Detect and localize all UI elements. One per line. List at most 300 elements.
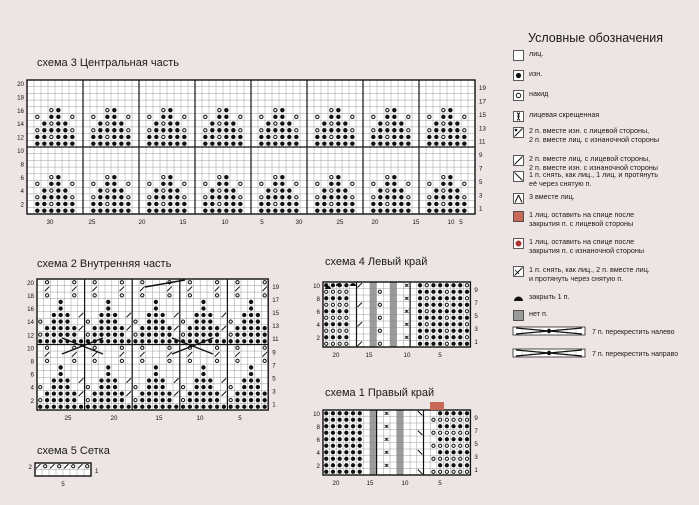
purl-symbol <box>72 405 76 409</box>
purl-symbol <box>210 188 214 192</box>
purl-symbol <box>266 188 270 192</box>
purl-symbol <box>351 411 355 415</box>
column-number: 5 <box>61 481 65 488</box>
purl-symbol <box>358 444 362 448</box>
column-number: 10 <box>196 415 204 422</box>
row-number-left: 4 <box>316 449 320 457</box>
purl-symbol <box>336 188 340 192</box>
purl-symbol <box>217 208 221 212</box>
purl-symbol <box>455 195 459 199</box>
purl-symbol <box>79 405 83 409</box>
no-stitch-cell <box>397 443 404 450</box>
no-stitch-cell <box>390 321 397 328</box>
row-number-right: 1 <box>95 467 99 475</box>
purl-symbol <box>161 313 165 317</box>
purl-symbol <box>242 333 246 337</box>
purl-symbol <box>462 141 466 145</box>
purl-symbol <box>195 313 199 317</box>
purl-symbol <box>451 309 455 313</box>
purl-symbol <box>175 141 179 145</box>
purl-symbol <box>86 405 90 409</box>
purl-symbol <box>448 182 452 186</box>
purl-symbol <box>140 333 144 337</box>
purl-symbol <box>45 405 49 409</box>
purl-symbol <box>106 333 110 337</box>
no-stitch-cell <box>370 423 377 430</box>
purl-symbol <box>231 188 235 192</box>
purl-symbol <box>344 463 348 467</box>
row-number-left: 8 <box>316 295 320 303</box>
purl-symbol <box>351 463 355 467</box>
purl-symbol <box>93 333 97 337</box>
purl-symbol <box>203 141 207 145</box>
legend-line: 2 п. вместе изн. с лицевой стороны, <box>529 126 650 135</box>
purl-symbol <box>351 457 355 461</box>
purl-symbol <box>49 208 53 212</box>
purl-symbol <box>465 424 469 428</box>
purl-symbol <box>106 326 110 330</box>
purl-symbol <box>350 135 354 139</box>
purl-symbol <box>106 300 110 304</box>
purl-symbol <box>91 208 95 212</box>
purl-symbol <box>231 135 235 139</box>
purl-symbol <box>215 333 219 337</box>
purl-symbol <box>154 135 158 139</box>
purl-symbol <box>249 313 253 317</box>
no-stitch-cell <box>397 469 404 476</box>
purl-symbol <box>52 339 56 343</box>
purl-symbol <box>266 121 270 125</box>
purl-symbol <box>182 141 186 145</box>
purl-symbol <box>324 418 328 422</box>
purl-symbol <box>119 188 123 192</box>
purl-symbol <box>249 326 253 330</box>
purl-symbol <box>42 128 46 132</box>
purl-symbol <box>154 202 158 206</box>
purl-symbol <box>434 121 438 125</box>
purl-symbol <box>113 385 117 389</box>
legend-text <box>529 50 699 59</box>
purl-symbol <box>161 378 165 382</box>
row-number-left: 2 <box>30 397 34 405</box>
purl-symbol <box>418 290 422 294</box>
purl-symbol <box>56 121 60 125</box>
purl-symbol <box>338 457 342 461</box>
purl-symbol <box>195 339 199 343</box>
row-number-right: 1 <box>479 205 483 213</box>
row-number-right: 17 <box>479 98 486 106</box>
purl-symbol <box>351 450 355 454</box>
purl-symbol <box>273 141 277 145</box>
no-stitch-cell <box>370 410 377 417</box>
purl-symbol <box>343 195 347 199</box>
purl-symbol <box>358 411 362 415</box>
row-number-left: 2 <box>316 462 320 470</box>
purl-symbol <box>147 319 151 323</box>
purl-symbol <box>427 141 431 145</box>
purl-symbol <box>249 319 253 323</box>
purl-symbol <box>38 339 42 343</box>
no-stitch-cell <box>370 456 377 463</box>
column-number: 15 <box>365 352 373 359</box>
purl-symbol <box>259 208 263 212</box>
purl-symbol <box>418 329 422 333</box>
purl-symbol <box>112 188 116 192</box>
purl-symbol <box>451 411 455 415</box>
row-number-right: 1 <box>272 401 276 409</box>
no-stitch-cell <box>397 449 404 456</box>
purl-symbol <box>56 175 60 179</box>
purl-symbol <box>181 405 185 409</box>
purl-symbol <box>256 405 260 409</box>
purl-symbol <box>462 202 466 206</box>
row-number-right: 5 <box>474 440 478 448</box>
purl-symbol <box>120 333 124 337</box>
purl-symbol <box>161 333 165 337</box>
purl-symbol <box>56 182 60 186</box>
purl-symbol <box>273 182 277 186</box>
purl-symbol <box>358 431 362 435</box>
purl-symbol <box>52 313 56 317</box>
purl-symbol <box>168 121 172 125</box>
purl-symbol <box>63 121 67 125</box>
purl-symbol <box>59 365 63 369</box>
row-number-right: 7 <box>474 299 478 307</box>
purl-symbol <box>52 319 56 323</box>
purl-symbol <box>154 208 158 212</box>
purl-symbol <box>351 470 355 474</box>
purl-symbol <box>331 470 335 474</box>
purl-symbol <box>59 405 63 409</box>
purl-symbol <box>445 437 449 441</box>
purl-symbol <box>238 135 242 139</box>
purl-symbol <box>52 326 56 330</box>
row-number-right: 9 <box>272 349 276 357</box>
purl-symbol <box>344 335 348 339</box>
purl-symbol <box>147 313 151 317</box>
purl-symbol <box>458 463 462 467</box>
purl-symbol <box>358 424 362 428</box>
purl-symbol <box>119 141 123 145</box>
purl-symbol <box>98 188 102 192</box>
purl-symbol <box>65 319 69 323</box>
purl-symbol <box>161 385 165 389</box>
purl-symbol <box>106 405 110 409</box>
purl-symbol <box>98 141 102 145</box>
legend-text <box>529 193 699 202</box>
chart4-title: схема 4 Левый край <box>325 256 428 268</box>
purl-symbol <box>448 141 452 145</box>
purl-symbol <box>52 378 56 382</box>
no-stitch-cell <box>370 436 377 443</box>
purl-symbol <box>315 135 319 139</box>
purl-symbol <box>431 342 435 346</box>
purl-symbol <box>343 128 347 132</box>
row-number-right: 1 <box>474 338 478 346</box>
purl-symbol <box>344 418 348 422</box>
purl-symbol <box>235 333 239 337</box>
purl-symbol <box>427 202 431 206</box>
purl-symbol <box>224 195 228 199</box>
purl-symbol <box>113 313 117 317</box>
purl-symbol <box>448 128 452 132</box>
purl-symbol <box>106 391 110 395</box>
purl-symbol <box>112 175 116 179</box>
purl-symbol <box>56 195 60 199</box>
purl-symbol <box>119 208 123 212</box>
purl-symbol <box>224 188 228 192</box>
purl-symbol <box>315 202 319 206</box>
purl-symbol <box>315 141 319 145</box>
purl-symbol <box>93 405 97 409</box>
purl-symbol <box>42 135 46 139</box>
purl-symbol <box>392 175 396 179</box>
purl-symbol <box>287 188 291 192</box>
column-number: 5 <box>438 352 442 359</box>
purl-symbol <box>59 300 63 304</box>
purl-symbol <box>224 208 228 212</box>
purl-symbol <box>113 333 117 337</box>
no-stitch-cell <box>370 417 377 424</box>
purl-symbol <box>458 424 462 428</box>
purl-symbol <box>392 141 396 145</box>
purl-symbol <box>324 437 328 441</box>
no-stitch-cell <box>390 302 397 309</box>
purl-symbol <box>256 333 260 337</box>
purl-symbol <box>208 378 212 382</box>
purl-symbol <box>358 457 362 461</box>
purl-symbol <box>99 398 103 402</box>
purl-symbol <box>249 339 253 343</box>
purl-symbol <box>224 121 228 125</box>
purl-symbol <box>210 135 214 139</box>
purl-symbol <box>331 424 335 428</box>
purl-symbol <box>338 437 342 441</box>
legend-text <box>529 90 699 99</box>
purl-symbol <box>287 208 291 212</box>
purl-symbol <box>56 141 60 145</box>
purl-symbol <box>175 121 179 125</box>
purl-symbol <box>120 339 124 343</box>
purl-symbol <box>336 115 340 119</box>
purl-symbol <box>215 391 219 395</box>
column-number: 25 <box>88 219 96 226</box>
purl-symbol <box>350 141 354 145</box>
purl-symbol <box>343 141 347 145</box>
purl-symbol <box>294 202 298 206</box>
purl-symbol <box>256 398 260 402</box>
purl-symbol <box>351 444 355 448</box>
no-stitch-cell <box>370 430 377 437</box>
purl-symbol <box>201 385 205 389</box>
purl-symbol <box>256 385 260 389</box>
purl-symbol <box>210 208 214 212</box>
purl-symbol <box>249 378 253 382</box>
purl-symbol <box>120 405 124 409</box>
purl-symbol <box>133 405 137 409</box>
purl-symbol <box>112 208 116 212</box>
purl-symbol <box>208 398 212 402</box>
purl-symbol <box>161 195 165 199</box>
row-number-right: 5 <box>479 178 483 186</box>
purl-symbol <box>188 405 192 409</box>
purl-symbol <box>235 339 239 343</box>
purl-symbol <box>438 437 442 441</box>
legend-line: 1 п. снять, как лиц., 1 лиц. и протянуть <box>529 170 658 179</box>
legend-text <box>529 111 699 120</box>
purl-symbol <box>458 316 462 320</box>
purl-symbol <box>294 141 298 145</box>
purl-symbol <box>322 135 326 139</box>
purl-symbol <box>451 303 455 307</box>
purl-symbol <box>438 303 442 307</box>
purl-symbol <box>201 372 205 376</box>
purl-symbol <box>224 182 228 186</box>
purl-symbol <box>215 326 219 330</box>
purl-symbol <box>266 202 270 206</box>
purl-symbol <box>249 333 253 337</box>
purl-symbol <box>105 195 109 199</box>
row-number-right: 11 <box>479 138 486 146</box>
purl-symbol <box>161 141 165 145</box>
purl-symbol <box>343 208 347 212</box>
purl-symbol <box>195 319 199 323</box>
purl-symbol <box>249 385 253 389</box>
purl-symbol <box>280 135 284 139</box>
purl-symbol <box>161 405 165 409</box>
purl-symbol <box>266 135 270 139</box>
purl-symbol <box>455 141 459 145</box>
purl-symbol <box>210 195 214 199</box>
bind-icon <box>513 293 524 304</box>
purl-symbol <box>465 329 469 333</box>
column-number: 10 <box>403 352 411 359</box>
purl-symbol <box>392 115 396 119</box>
purl-symbol <box>99 391 103 395</box>
purl-symbol <box>351 418 355 422</box>
purl-symbol <box>438 283 442 287</box>
no-stitch-cell <box>397 456 404 463</box>
purl-symbol <box>182 135 186 139</box>
purl-symbol <box>448 208 452 212</box>
purl-symbol <box>434 202 438 206</box>
purl-symbol <box>112 195 116 199</box>
purl-symbol <box>438 450 442 454</box>
purl-symbol <box>208 391 212 395</box>
purl-symbol <box>438 290 442 294</box>
purl-symbol <box>399 188 403 192</box>
purl-symbol <box>154 378 158 382</box>
purl-symbol <box>59 372 63 376</box>
no-stitch-cell <box>370 462 377 469</box>
legend-line: нет п. <box>529 309 548 318</box>
purl-symbol <box>238 141 242 145</box>
row-number-right: 3 <box>272 388 276 396</box>
purl-symbol <box>235 398 239 402</box>
no-stitch-cell <box>370 469 377 476</box>
purl-symbol <box>105 115 109 119</box>
legend-line: 1 лиц. оставить на спице после <box>529 210 635 219</box>
purl-symbol <box>249 398 253 402</box>
purl-symbol <box>465 342 469 346</box>
purl-symbol <box>167 333 171 337</box>
row-number-left: 8 <box>30 358 34 366</box>
purl-symbol <box>242 313 246 317</box>
purl-symbol <box>445 463 449 467</box>
purl-symbol <box>217 182 221 186</box>
purl-symbol <box>434 188 438 192</box>
purl-symbol <box>458 322 462 326</box>
purl-symbol <box>112 115 116 119</box>
no-stitch-cell <box>370 289 377 296</box>
purl-symbol <box>280 208 284 212</box>
legend-line: лиц. <box>529 49 544 58</box>
purl-symbol <box>371 141 375 145</box>
purl-symbol <box>399 195 403 199</box>
purl-symbol <box>195 326 199 330</box>
purl-symbol <box>35 208 39 212</box>
purl-symbol <box>441 141 445 145</box>
purl-symbol <box>344 457 348 461</box>
purl-symbol <box>65 398 69 402</box>
purl-symbol <box>112 128 116 132</box>
purl-symbol <box>113 339 117 343</box>
chart5-title: схема 5 Сетка <box>37 445 110 457</box>
purl-symbol <box>294 135 298 139</box>
purl-symbol <box>324 463 328 467</box>
purl-symbol <box>465 437 469 441</box>
purl-symbol <box>195 391 199 395</box>
purl-symbol <box>431 322 435 326</box>
purl-symbol <box>418 296 422 300</box>
purl-symbol <box>210 128 214 132</box>
purl-symbol <box>147 339 151 343</box>
purl-symbol <box>399 202 403 206</box>
purl-symbol <box>42 188 46 192</box>
purl-symbol <box>438 322 442 326</box>
purl-symbol <box>438 411 442 415</box>
purl-symbol <box>331 283 335 287</box>
purl-symbol <box>451 424 455 428</box>
purl-symbol <box>451 329 455 333</box>
redsq-icon <box>513 211 524 222</box>
legend-line: закрытия п. с изнаночной стороны <box>529 245 645 255</box>
slash-icon <box>513 155 524 166</box>
purl-symbol <box>322 202 326 206</box>
row-number-left: 12 <box>27 332 34 340</box>
purl-symbol <box>322 208 326 212</box>
purl-symbol <box>42 202 46 206</box>
purl-symbol <box>448 202 452 206</box>
purl-symbol <box>106 398 110 402</box>
purl-symbol <box>441 208 445 212</box>
purl-symbol <box>259 202 263 206</box>
purl-symbol <box>203 135 207 139</box>
purl-symbol <box>99 378 103 382</box>
purl-symbol <box>315 208 319 212</box>
column-number: 20 <box>332 480 340 487</box>
purl-symbol <box>167 326 171 330</box>
row-number-left: 14 <box>27 319 34 327</box>
column-number: 20 <box>332 352 340 359</box>
legend-line: 2 п. вместе лиц. с лицевой стороны, <box>529 154 651 163</box>
purl-symbol <box>38 405 42 409</box>
column-number: 20 <box>371 219 379 226</box>
purl-symbol <box>358 437 362 441</box>
purl-symbol <box>113 319 117 323</box>
purl-symbol <box>378 128 382 132</box>
purl-symbol <box>93 326 97 330</box>
